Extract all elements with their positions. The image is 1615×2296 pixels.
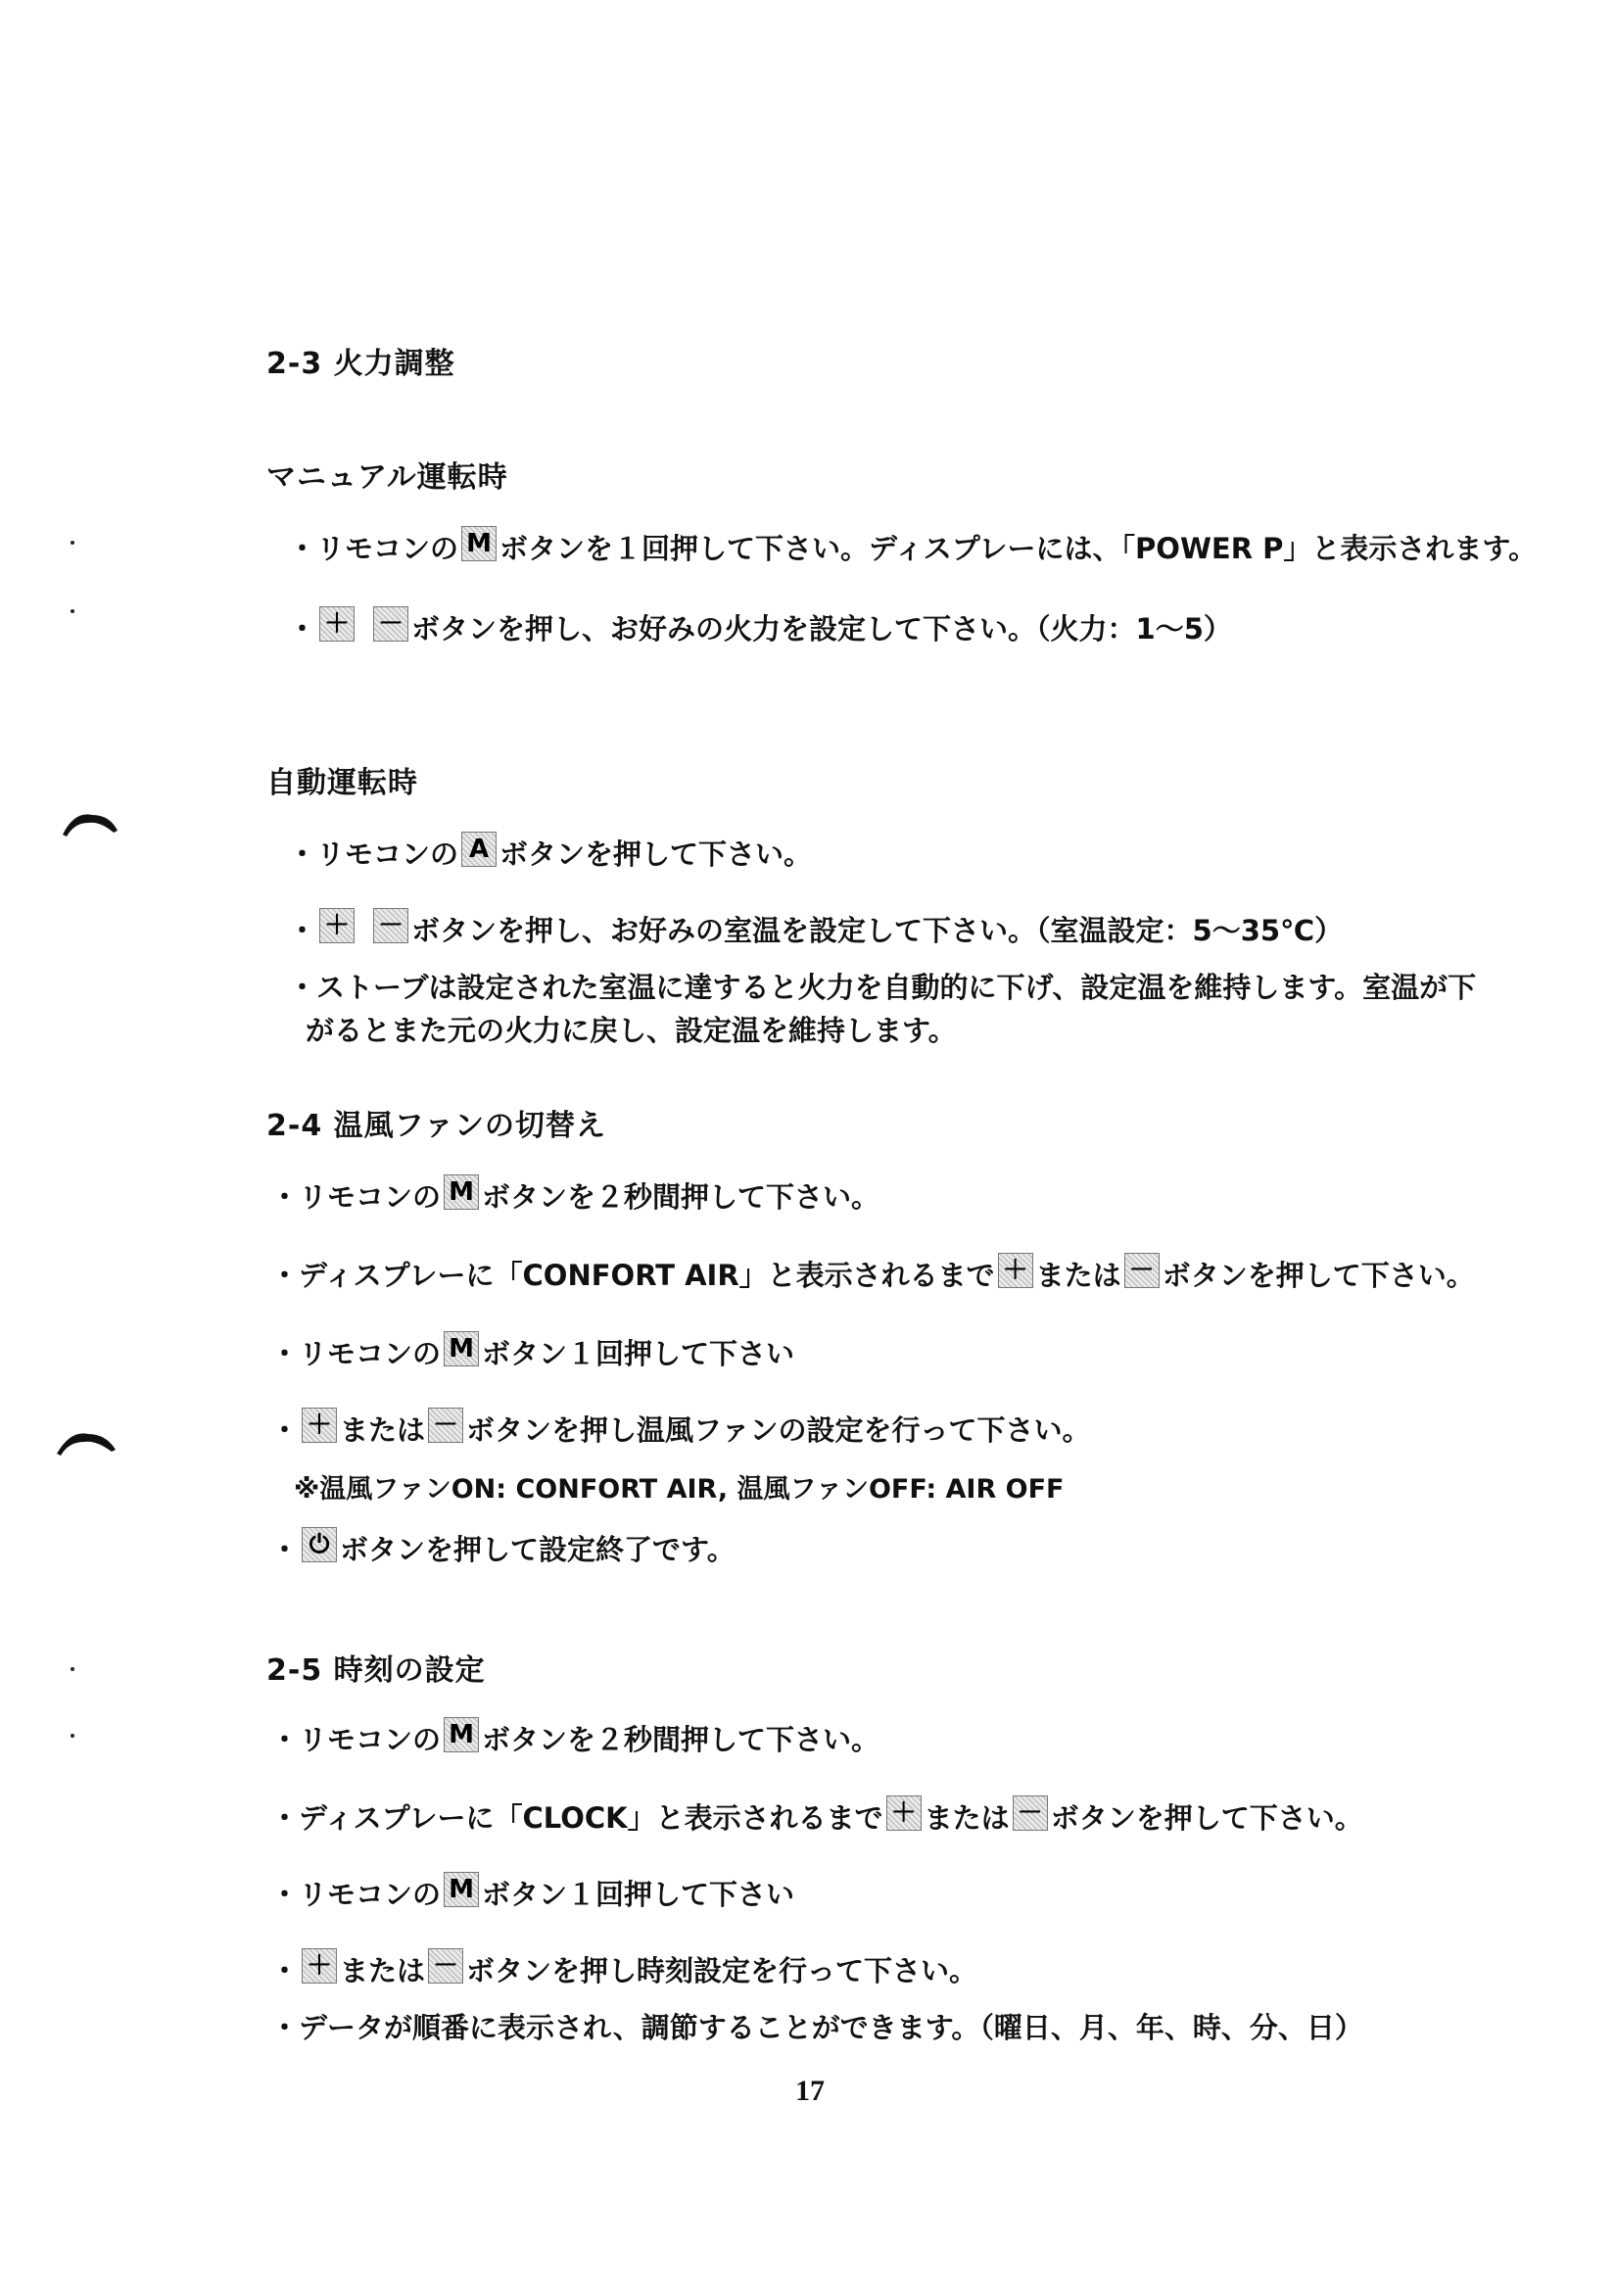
scan-artifact-mark <box>61 809 119 838</box>
auto-step-1: ・リモコンの A ボタンを押して下さい。 <box>288 833 812 873</box>
scan-speck <box>71 1667 74 1671</box>
minus-button-icon: － <box>428 1408 463 1443</box>
remote-button-icon: M <box>444 1174 479 1210</box>
remote-button-icon: A <box>461 832 497 867</box>
clock-step-4: ・ ＋ または － ボタンを押し時刻設定を行って下さい。 <box>270 1949 977 1989</box>
section-heading-2-5: 2-5 時刻の設定 <box>266 1653 486 1688</box>
subheading-manual: マニュアル運転時 <box>266 460 508 495</box>
auto-step-3-continued: がるとまた元の火力に戻し、設定温を維持します。 <box>306 1014 957 1047</box>
plus-button-icon: ＋ <box>302 1948 337 1984</box>
auto-step-3: ・ストーブは設定された室温に達すると火力を自動的に下げ、設定温を維持します。室温が下 <box>288 971 1477 1004</box>
fan-step-2: ・ディスプレーに「CONFORT AIR」と表示されるまで ＋ または － ボタンを押して下さい。 <box>270 1254 1475 1294</box>
page-number: 17 <box>795 2075 825 2107</box>
plus-button-icon: ＋ <box>319 606 355 642</box>
minus-button-icon: － <box>428 1948 463 1984</box>
plus-button-icon: ＋ <box>998 1253 1033 1288</box>
clock-step-3: ・リモコンの M ボタン１回押して下さい <box>270 1873 794 1913</box>
auto-step-2: ・ ＋ － ボタンを押し、お好みの室温を設定して下さい。（室温設定：5～35℃） <box>288 909 1343 949</box>
clock-step-1: ・リモコンの M ボタンを２秒間押して下さい。 <box>270 1718 879 1758</box>
plus-button-icon: ＋ <box>302 1408 337 1443</box>
remote-button-icon: M <box>444 1717 479 1752</box>
fan-step-4: ・ ＋ または － ボタンを押し温風ファンの設定を行って下さい。 <box>270 1409 1090 1449</box>
scan-speck <box>71 609 74 613</box>
minus-button-icon: － <box>373 606 408 642</box>
scan-speck <box>71 541 74 545</box>
section-heading-2-4: 2-4 温風ファンの切替え <box>266 1109 607 1143</box>
manual-step-1: ・リモコンの M ボタンを１回押して下さい。ディスプレーには、「POWER P」と表示されます。 <box>288 527 1537 567</box>
fan-note: ※温風ファンON: CONFORT AIR, 温風ファンOFF: AIR OFF <box>294 1474 1065 1505</box>
minus-button-icon: － <box>1124 1253 1160 1288</box>
subheading-auto: 自動運転時 <box>266 766 418 800</box>
minus-button-icon: － <box>373 908 408 943</box>
power-icon: ⏻ <box>302 1527 337 1562</box>
manual-step-2: ・ ＋ － ボタンを押し、お好みの火力を設定して下さい。（火力：1～5） <box>288 607 1232 647</box>
remote-button-icon: M <box>444 1331 479 1366</box>
fan-step-5: ・ ⏻ ボタンを押して設定終了です。 <box>270 1528 736 1568</box>
minus-button-icon: － <box>1013 1795 1048 1831</box>
clock-step-2: ・ディスプレーに「CLOCK」と表示されるまで ＋ または － ボタンを押して下さい。 <box>270 1796 1363 1837</box>
remote-button-icon: M <box>461 526 497 561</box>
section-heading-2-3: 2-3 火力調整 <box>266 347 455 381</box>
plus-button-icon: ＋ <box>886 1795 922 1831</box>
scan-artifact-mark <box>55 1428 118 1458</box>
plus-button-icon: ＋ <box>319 908 355 943</box>
clock-step-5: ・データが順番に表示され、調節することができます。（曜日、月、年、時、分、日） <box>270 2011 1363 2044</box>
remote-button-icon: M <box>444 1872 479 1907</box>
scan-speck <box>71 1734 74 1738</box>
fan-step-1: ・リモコンの M ボタンを２秒間押して下さい。 <box>270 1175 879 1216</box>
fan-step-3: ・リモコンの M ボタン１回押して下さい <box>270 1332 794 1372</box>
